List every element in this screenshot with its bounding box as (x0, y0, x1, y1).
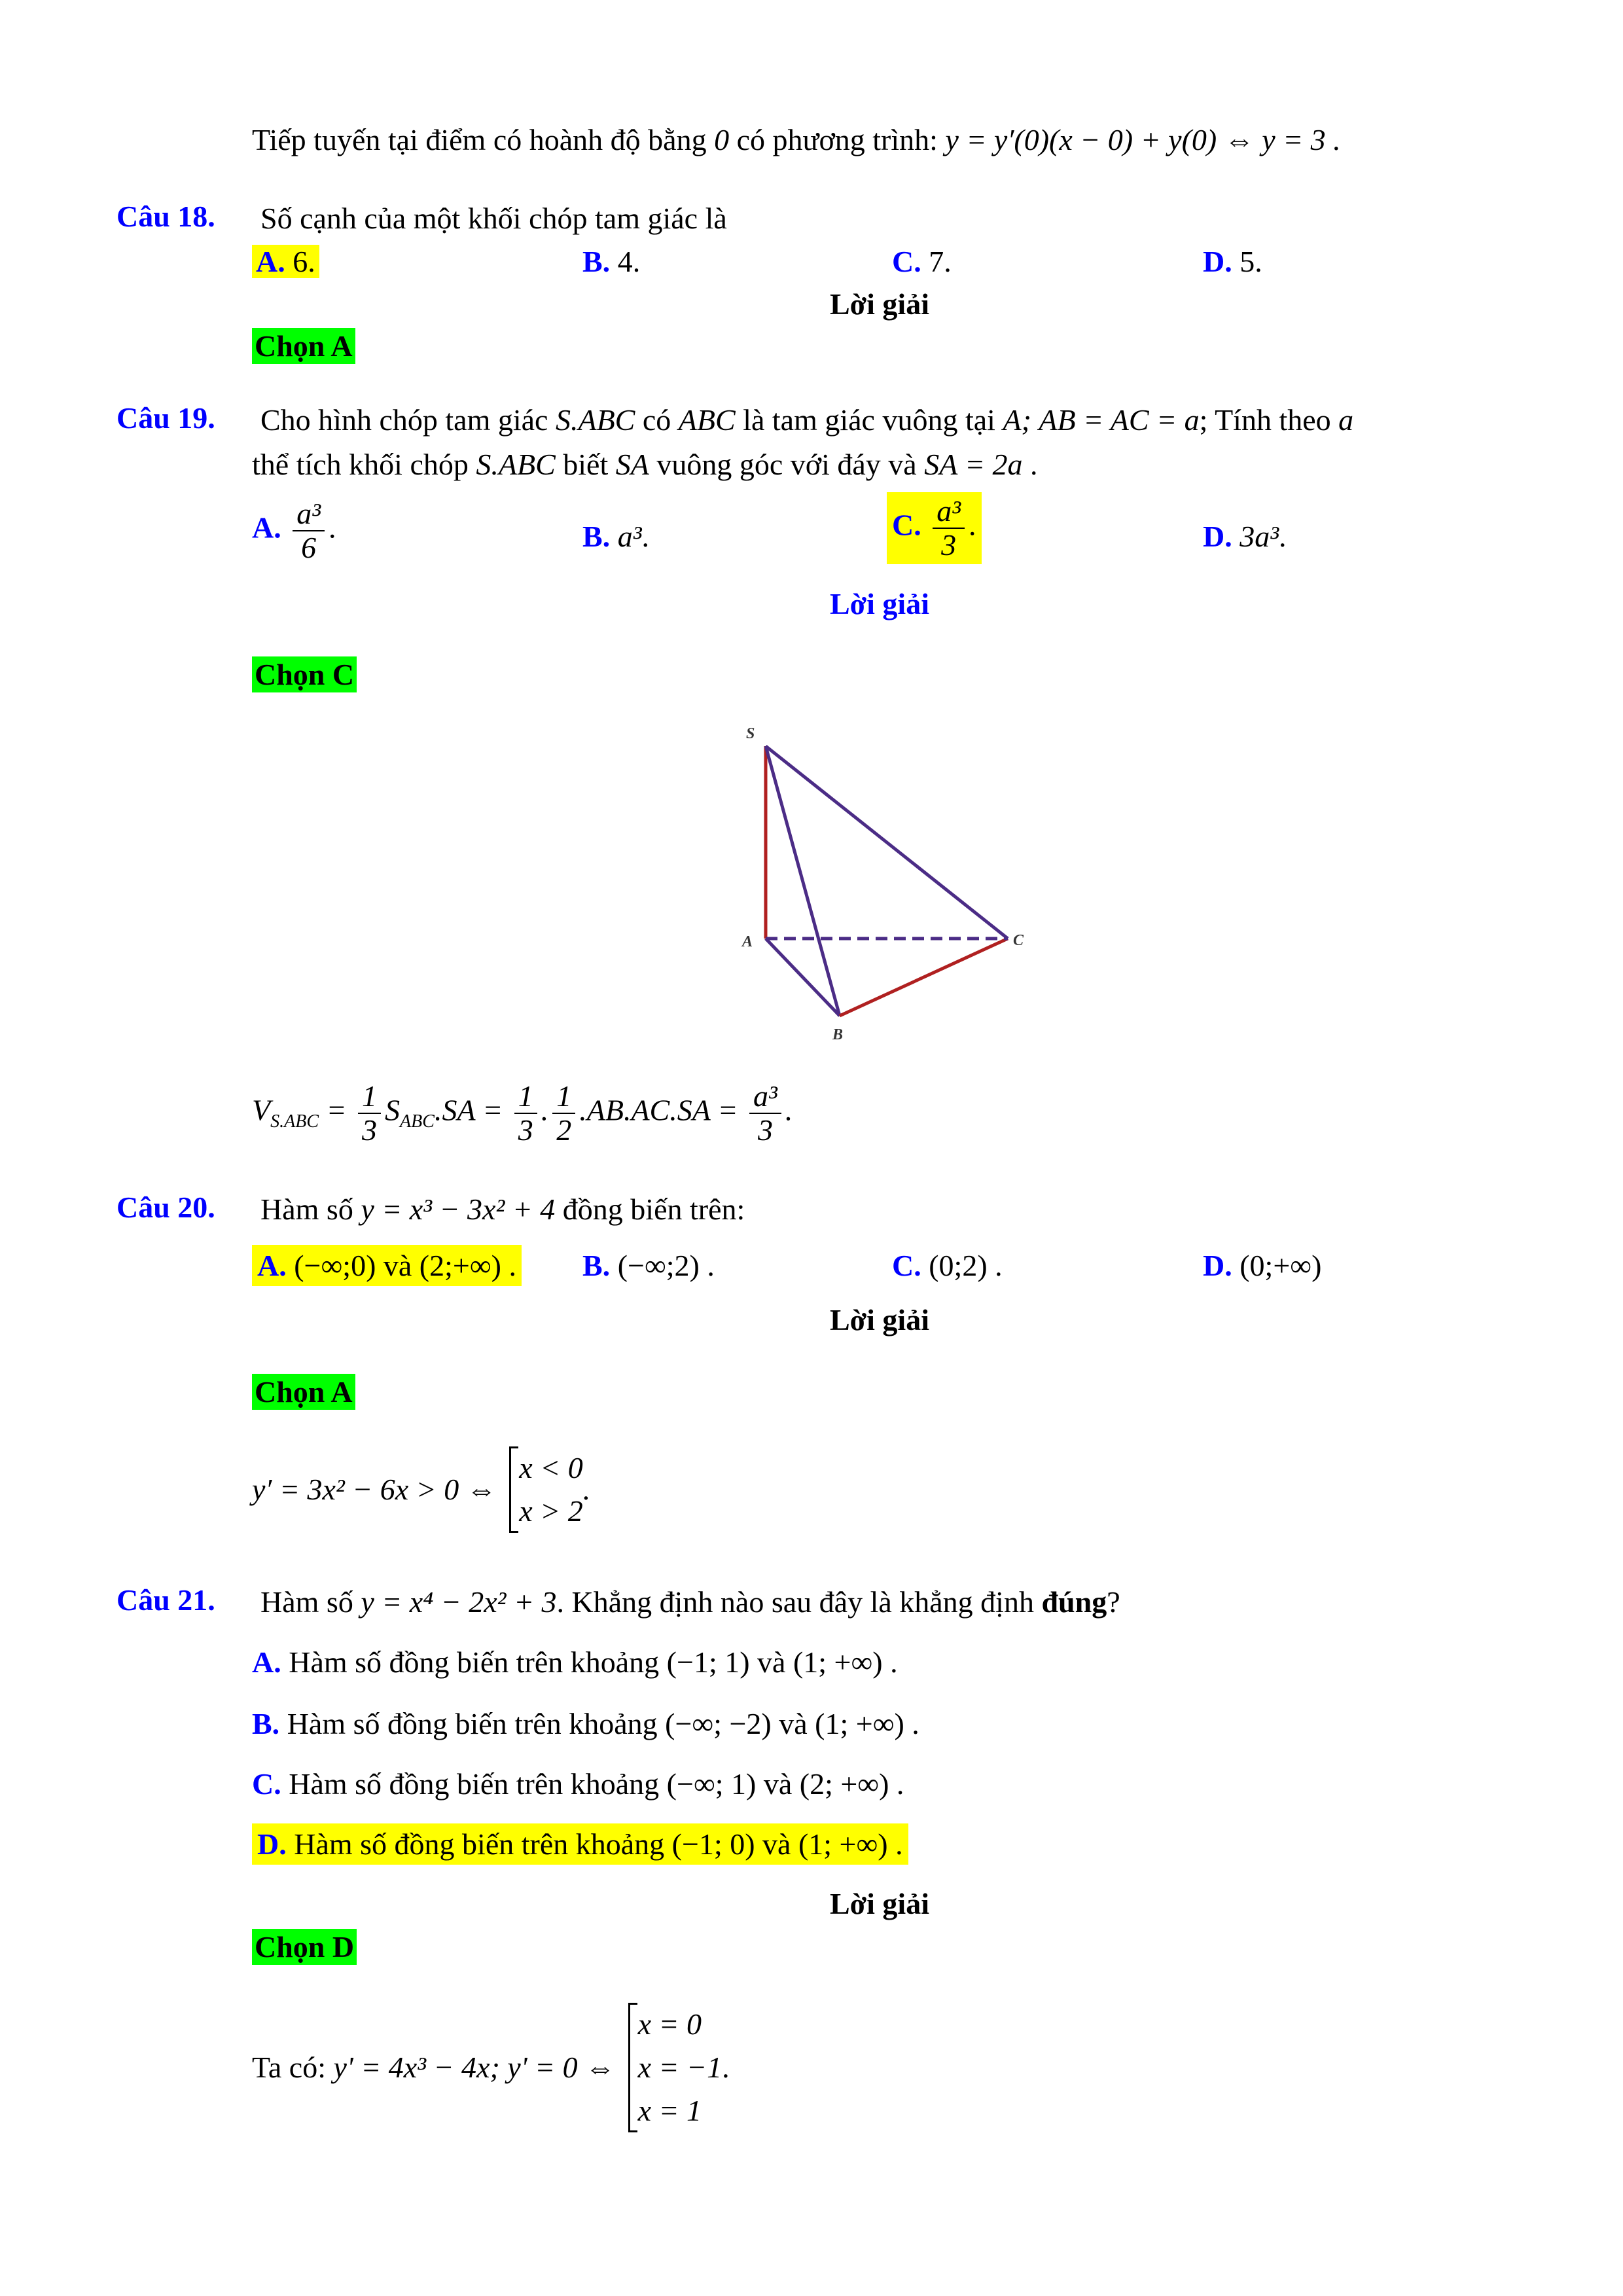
option-text: (−∞;0) và (2;+∞) . (294, 1249, 516, 1282)
text-segment: Hàm số (260, 1193, 353, 1226)
denominator: 3 (941, 528, 957, 562)
case: x = 0 (637, 2007, 702, 2041)
case: x < 0 (519, 1451, 583, 1484)
option-label: A. (252, 511, 281, 545)
option-text: Hàm số đồng biến trên khoảng (−∞; 1) và (2; +∞) . (289, 1767, 904, 1801)
option-label: A. (256, 245, 285, 278)
option-b (582, 517, 649, 556)
fraction (552, 1080, 575, 1147)
text-segment: Ta có: (252, 2051, 327, 2084)
numerator: 1 (358, 1080, 381, 1114)
option-text: (−∞;2) . (617, 1249, 715, 1282)
math-op: . (582, 1473, 591, 1506)
solution-title: Lời giải (830, 1303, 929, 1336)
text-segment: . Khẳng định nào sau đây là khẳng định (556, 1585, 1034, 1619)
option-text: Hàm số đồng biến trên khoảng (−∞; −2) và (1; +∞) . (287, 1707, 919, 1740)
label-b: B (832, 1026, 844, 1043)
subscript: S.ABC (270, 1111, 319, 1132)
fraction (749, 1080, 781, 1147)
math-var: A; (1003, 403, 1031, 437)
option-c (892, 1246, 1003, 1285)
option-text: Hàm số đồng biến trên khoảng (−1; 1) và (1; +∞) . (289, 1645, 898, 1679)
text-segment: . (969, 508, 976, 542)
tangent-line-text (252, 120, 1341, 160)
option-text: a³ (617, 520, 642, 553)
case: x = −1 (637, 2051, 722, 2084)
math-op: = (326, 1093, 347, 1127)
option-label: C. (252, 1767, 281, 1801)
question-number: Câu 18. (116, 200, 215, 233)
numerator: 1 (552, 1080, 575, 1114)
denominator: 6 (301, 531, 317, 564)
denominator: 3 (362, 1113, 378, 1147)
math-part: .AB.AC.SA = (579, 1093, 738, 1127)
option-a (252, 497, 336, 564)
option-d (252, 1825, 908, 1864)
math-op: . (722, 2051, 730, 2084)
option-label: C. (892, 508, 921, 542)
answer-text: Chọn A (252, 328, 355, 364)
text-segment: đồng biến trên: (562, 1193, 745, 1226)
denominator: 2 (556, 1113, 572, 1147)
option-label: B. (582, 520, 611, 553)
option-label: B. (252, 1707, 280, 1740)
case: x = 1 (637, 2094, 702, 2127)
text-segment: có phương trình: (736, 123, 938, 156)
question-number: Câu 20. (116, 1191, 215, 1224)
text-segment: Tiếp tuyến tại điểm có hoành độ bằng (252, 123, 707, 156)
text-segment: có (642, 403, 671, 437)
numerator: a³ (749, 1080, 781, 1114)
fraction (933, 495, 965, 562)
label-a: A (742, 933, 753, 950)
math-part: .SA = (434, 1093, 503, 1127)
text-segment: . (1030, 448, 1038, 481)
answer-badge (252, 1374, 355, 1409)
option-label: B. (582, 245, 611, 278)
math-value: 0 (714, 123, 730, 156)
math-eq: SA = 2a (924, 448, 1023, 481)
option-c (887, 492, 982, 564)
math-var: S.ABC (476, 448, 556, 481)
answer-badge (252, 1929, 357, 1964)
math-op: . (785, 1093, 793, 1127)
option-d (1203, 242, 1262, 281)
derivative-solution (252, 2003, 730, 2132)
answer-badge (252, 329, 355, 363)
option-label: D. (1203, 1249, 1232, 1282)
option-b (252, 1704, 919, 1744)
math-var: S.ABC (555, 403, 635, 437)
text-segment: . (1279, 520, 1287, 553)
math-part: y′ = 3x² − 6x > 0 ⇔ (252, 1473, 497, 1506)
math-func: y = x³ − 3x² + 4 (361, 1193, 556, 1226)
case-bracket (628, 2003, 722, 2132)
option-label: D. (257, 1827, 287, 1861)
denominator: 3 (757, 1113, 773, 1147)
derivative-solution (252, 1446, 590, 1533)
text-segment: ; Tính theo (1199, 403, 1331, 437)
option-text: (0;+∞) (1240, 1249, 1322, 1282)
pyramid-figure (720, 720, 1034, 1047)
option-label: C. (892, 1249, 921, 1282)
text-segment: Cho hình chóp tam giác (260, 403, 548, 437)
fraction (514, 1080, 537, 1147)
option-d (1203, 1246, 1321, 1285)
math-eq: AB = AC = a (1039, 403, 1200, 437)
text-segment: biết (563, 448, 609, 481)
answer-badge (252, 657, 357, 692)
math-part: y' = 4x³ − 4x; y' = 0 ⇔ (333, 2051, 616, 2084)
math-var: ABC (678, 403, 736, 437)
option-label: D. (1203, 520, 1232, 553)
answer-text: Chọn D (252, 1929, 357, 1965)
fraction (293, 497, 325, 564)
question-stem: Số cạnh của một khối chóp tam giác là (260, 202, 727, 235)
question-stem (260, 1190, 745, 1229)
solution-title: Lời giải (830, 1887, 929, 1920)
option-c (892, 242, 952, 281)
question-stem (260, 401, 1353, 440)
option-text: 7. (929, 245, 952, 278)
option-label: A. (252, 1645, 281, 1679)
fraction (358, 1080, 381, 1147)
option-text: 5. (1240, 245, 1262, 278)
question-number: Câu 19. (116, 401, 215, 435)
option-label: C. (892, 245, 921, 278)
subscript: ABC (400, 1111, 435, 1132)
label-c: C (1013, 932, 1024, 949)
option-text: 6. (293, 245, 315, 278)
option-text: 3a³ (1240, 520, 1279, 553)
solution-title: Lời giải (830, 587, 929, 620)
question-number: Câu 21. (116, 1583, 215, 1617)
option-label: A. (257, 1249, 287, 1282)
text-segment: Hàm số (260, 1585, 353, 1619)
numerator: 1 (514, 1080, 537, 1114)
math-var: a (1338, 403, 1354, 437)
text-segment: ? (1107, 1585, 1120, 1619)
text-segment: . (329, 511, 336, 545)
option-a (252, 1643, 898, 1682)
option-d (1203, 517, 1287, 556)
text-segment: thể tích khối chóp (252, 448, 469, 481)
option-text: (0;2) . (929, 1249, 1003, 1282)
volume-formula (252, 1080, 793, 1147)
option-b (582, 1246, 715, 1285)
option-text: 4. (617, 245, 641, 278)
case-bracket (509, 1446, 582, 1533)
edge-sc (766, 746, 1008, 939)
option-label: D. (1203, 245, 1232, 278)
option-a (252, 242, 319, 281)
math-var: SA (615, 448, 649, 481)
solution-title: Lời giải (830, 287, 929, 321)
question-stem (260, 1583, 1120, 1622)
math-var: S (385, 1093, 401, 1127)
label-s: S (746, 725, 755, 742)
text-segment: vuông góc với đáy và (656, 448, 917, 481)
numerator: a³ (293, 497, 325, 531)
answer-text: Chọn A (252, 1374, 355, 1410)
denominator: 3 (518, 1113, 533, 1147)
text-segment: . (641, 520, 649, 553)
math-func: y = x⁴ − 2x² + 3 (361, 1585, 557, 1619)
option-label: B. (582, 1249, 611, 1282)
math-var: V (252, 1093, 271, 1127)
option-a (252, 1246, 522, 1285)
text-segment: là tam giác vuông tại (743, 403, 995, 437)
math-op: . (541, 1093, 549, 1127)
tangent-formula: y = y′(0)(x − 0) + y(0) ⇔ y = 3 . (945, 123, 1341, 156)
option-b (582, 242, 640, 281)
bold-word: đúng (1041, 1585, 1107, 1619)
numerator: a³ (933, 495, 965, 529)
option-c (252, 1765, 904, 1804)
question-stem-line2 (252, 445, 1038, 484)
answer-text: Chọn C (252, 656, 357, 692)
case: x > 2 (519, 1494, 583, 1528)
edge-bc (840, 939, 1008, 1016)
option-text: Hàm số đồng biến trên khoảng (−1; 0) và (1; +∞) . (294, 1827, 903, 1861)
